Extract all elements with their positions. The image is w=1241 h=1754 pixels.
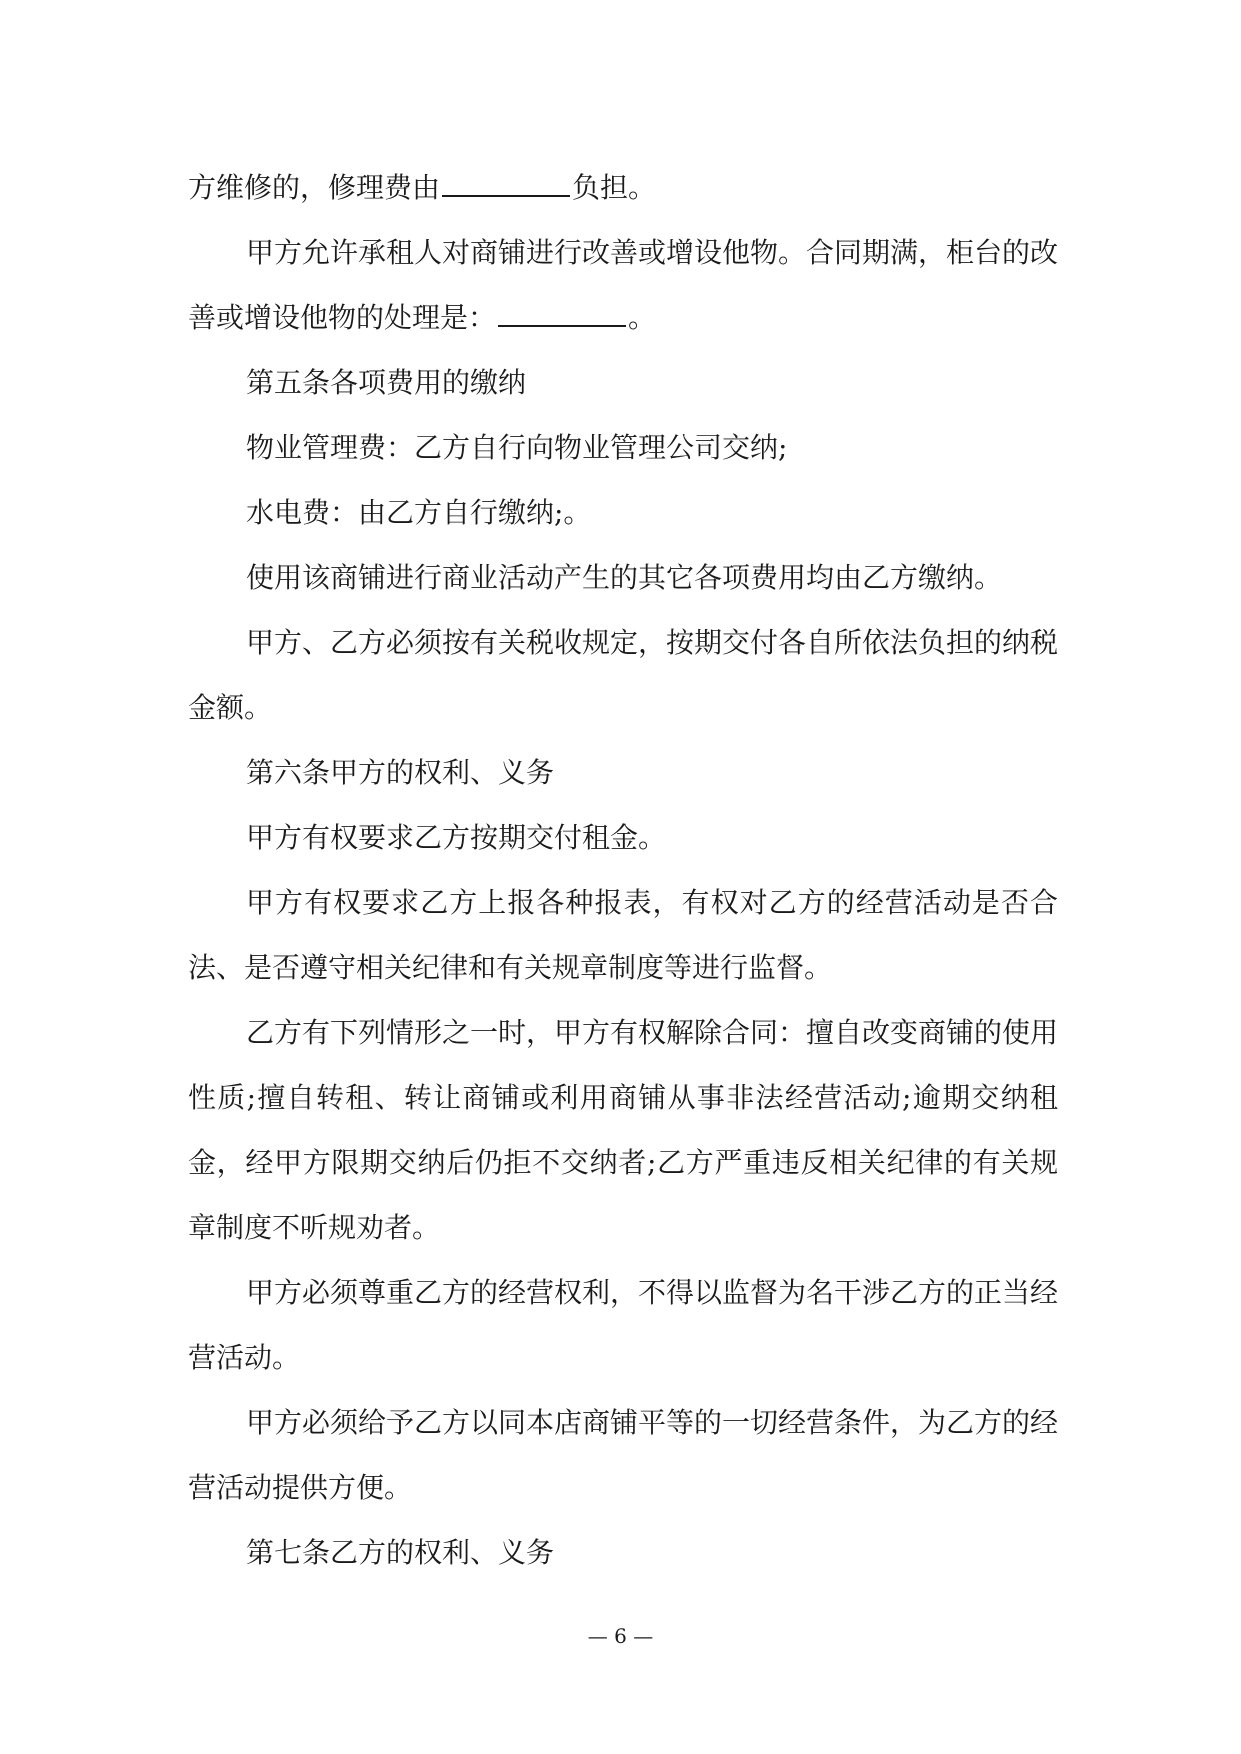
paragraph-property-fee: 物业管理费：乙方自行向物业管理公司交纳; bbox=[246, 431, 788, 464]
page-number: — 6 — bbox=[587, 1624, 654, 1648]
paragraph-text: 。 bbox=[628, 301, 657, 334]
paragraph-taxes: 甲方、乙方必须按有关税收规定，按期交付各自所依法负担的纳税金额。 bbox=[188, 626, 1059, 724]
fill-in-blank bbox=[442, 173, 570, 197]
paragraph-termination: 乙方有下列情形之一时，甲方有权解除合同：擅自改变商铺的使用性质;擅自转租、转让商铺或利用商铺从事非法经营活动;逾期交纳租金，经甲方限期交纳后仍拒不交纳者;乙方严重违反相关纪律的有关规章制度不听规劝者。 bbox=[188, 1016, 1059, 1244]
paragraph-equal-conditions: 甲方必须给予乙方以同本店商铺平等的一切经营条件，为乙方的经营活动提供方便。 bbox=[188, 1406, 1059, 1504]
paragraph-utilities: 水电费：由乙方自行缴纳;。 bbox=[246, 496, 592, 529]
document-body bbox=[188, 155, 1058, 1585]
section-heading-article-7: 第七条乙方的权利、义务 bbox=[246, 1536, 555, 1569]
paragraph-text: 甲方允许承租人对商铺进行改善或增设他物。合同期满，柜台的改善或增设他物的处理是： bbox=[188, 236, 1059, 334]
paragraph-repair-cost bbox=[188, 155, 1058, 220]
paragraph-text: 方维修的，修理费由 bbox=[188, 171, 441, 204]
paragraph-rent-payment: 甲方有权要求乙方按期交付租金。 bbox=[246, 821, 667, 854]
section-heading-article-6: 第六条甲方的权利、义务 bbox=[246, 756, 555, 789]
paragraph-text: 负担。 bbox=[572, 171, 657, 204]
paragraph-improvements bbox=[188, 220, 1058, 350]
fill-in-blank bbox=[498, 303, 626, 327]
section-heading-article-5: 第五条各项费用的缴纳 bbox=[246, 366, 527, 399]
paragraph-other-fees: 使用该商铺进行商业活动产生的其它各项费用均由乙方缴纳。 bbox=[246, 561, 1003, 594]
paragraph-supervision: 甲方有权要求乙方上报各种报表，有权对乙方的经营活动是否合法、是否遵守相关纪律和有关规章制度等进行监督。 bbox=[188, 886, 1058, 984]
paragraph-respect-rights: 甲方必须尊重乙方的经营权利，不得以监督为名干涉乙方的正当经营活动。 bbox=[188, 1276, 1059, 1374]
